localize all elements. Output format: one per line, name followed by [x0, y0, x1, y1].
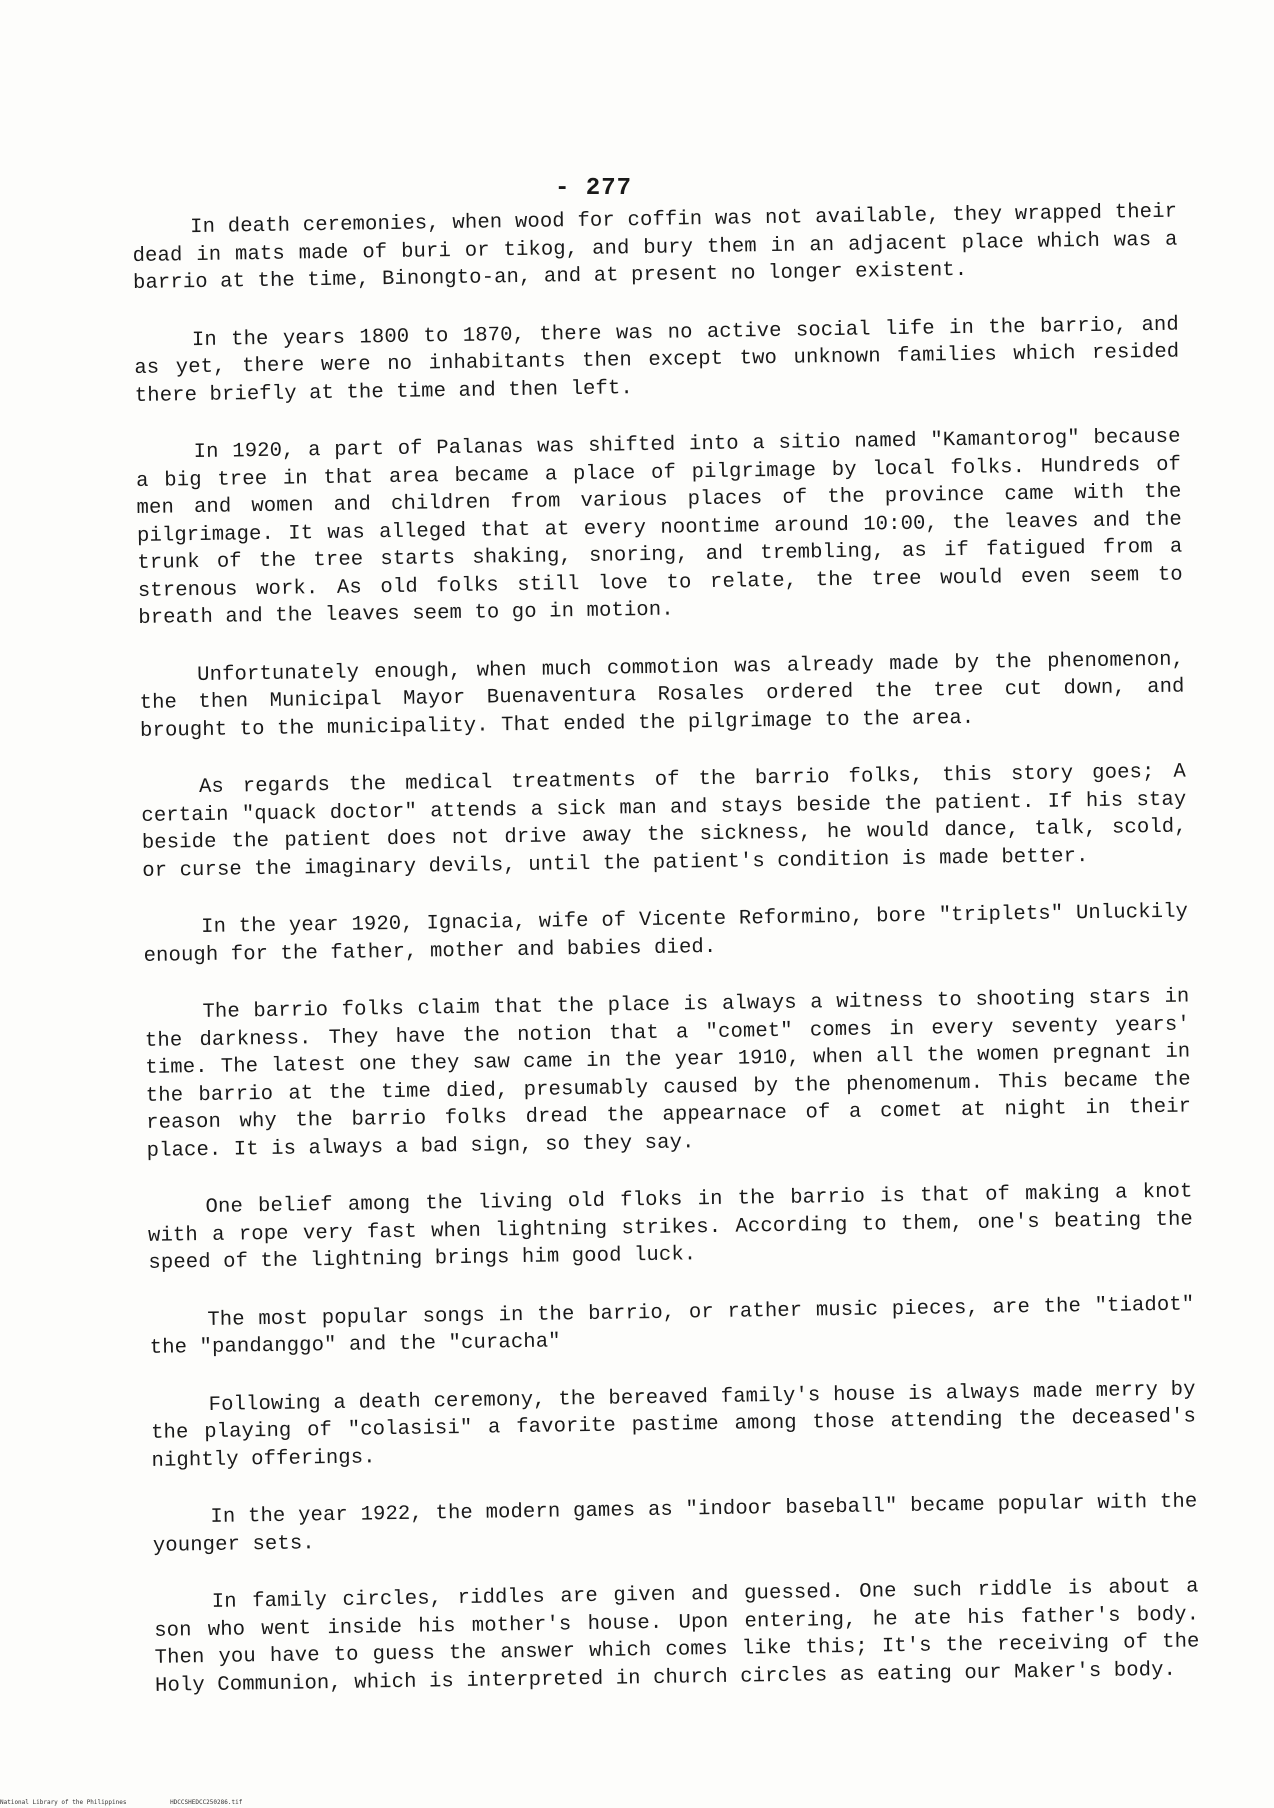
document-body: [132, 199, 1201, 1730]
paragraph-comet: The barrio folks claim that the place is always a witness to shooting stars in the darkness. They have the notion that a "comet" comes in every seventy years' time. The latest one they saw came in the year 1910, when all the women pregnant in the barrio at the time died, presumably caused by the phenomenum. This became the reason why the barrio folks dread the appearnace of a comet at night in their place. It is always a bad sign, so they say.: [144, 985, 1192, 1163]
paragraph-riddles: In family circles, riddles are given and guessed. One such riddle is about a son who went inside his mother's house. Upon entering, he ate his father's body. Then you have to guess the answer which comes like this; It's the receiving of the Holy Communion, which is interpreted in church circles as eating our Maker's body.: [154, 1575, 1200, 1698]
paragraph-death-ceremonies: In death ceremonies, when wood for coffin was not available, they wrapped their dead in mats made of buri or tikog, and bury them in an adjacent place which was a barrio at the time, Binongto-an, and at present no longer existent.: [132, 200, 1178, 295]
footer-library-name: National Library of the Philippines: [0, 1799, 127, 1806]
page-number: - 277: [555, 175, 633, 202]
paragraph-indoor-baseball: In the year 1922, the modern games as "indoor baseball" became popular with the younger sets.: [152, 1490, 1198, 1558]
paragraph-popular-songs: The most popular songs in the barrio, or rather music pieces, are the "tiadot" the "pandanggo" and the "curacha": [149, 1292, 1195, 1360]
paragraph-lightning-belief: One belief among the living old floks in the barrio is that of making a knot with a rope very fast when lightning strikes. According to them, one's beating the speed of the lightning brings him good luck.: [147, 1180, 1194, 1275]
paragraph-kamantorog-tree: In 1920, a part of Palanas was shifted into a sitio named "Kamantorog" because a big tree in that area became a place of pilgrimage by local folks. Hundreds of men and women and children from various places of the province came with the pilgrimage. It was alleged that at every noontime around 10:00, the leaves and the trunk of the tree starts shaking, snoring, and trembling, as if fatigued from a strenous work. As old folks still love to relate, the tree would even seem to breath and the leaves seem to go in motion.: [135, 425, 1183, 630]
footer-file-id: HDCCSHEDCC250286.tif: [170, 1799, 243, 1806]
paragraph-triplets: In the year 1920, Ignacia, wife of Vicente Reformino, bore "triplets" Unluckily enough for the father, mother and babies died.: [143, 900, 1189, 968]
paragraph-medical-treatments: As regards the medical treatments of the barrio folks, this story goes; A certain "quack doctor" attends a sick man and stays beside the patient. If his stay beside the patient does not drive away the sickness, he would dance, talk, scold, or curse the imaginary devils, until the patient's condition is made better.: [141, 760, 1187, 883]
paragraph-social-life: In the years 1800 to 1870, there was no active social life in the barrio, and as yet, there were no inhabitants then except two unknown families which resided there briefly at the time and then left.: [134, 313, 1180, 408]
paragraph-tree-cut-down: Unfortunately enough, when much commotion was already made by the phenomenon, the then Municipal Mayor Buenaventura Rosales ordered the tree cut down, and brought to the municipality. That ended the pilgrimage to the area.: [139, 648, 1185, 743]
paragraph-colasisi: Following a death ceremony, the bereaved family's house is always made merry by the playing of "colasisi" a favorite pastime among those attending the deceased's nightly offerings.: [150, 1377, 1197, 1473]
scan-footer: [0, 1799, 282, 1806]
